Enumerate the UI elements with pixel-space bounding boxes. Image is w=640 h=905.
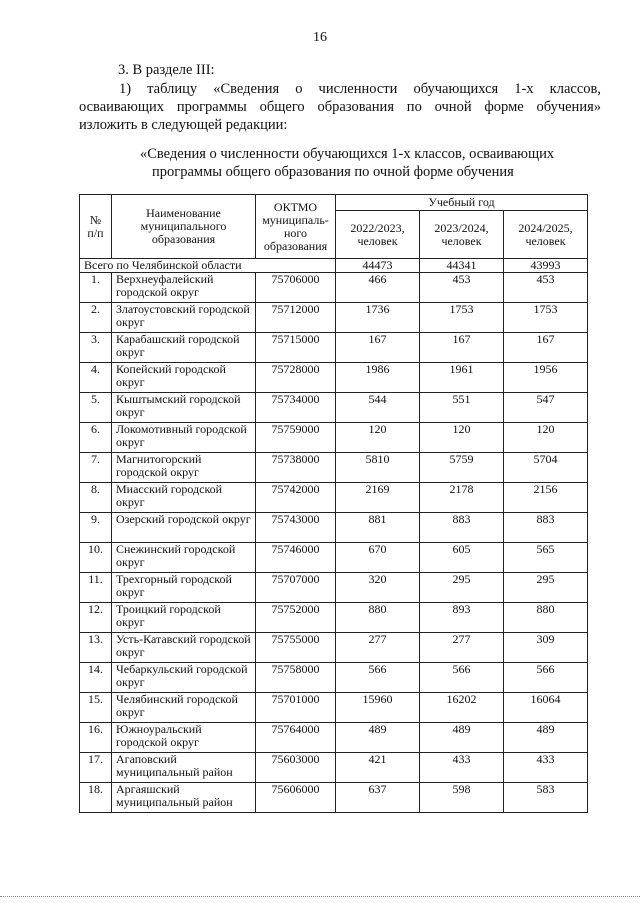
- row-number: 11.: [80, 573, 112, 603]
- year-value: 5759: [420, 453, 504, 483]
- year-value: 1961: [420, 363, 504, 393]
- header-num: № п/п: [80, 195, 112, 259]
- year-value: 120: [336, 423, 420, 453]
- oktmo-code: 75715000: [256, 333, 336, 363]
- row-number: 2.: [80, 303, 112, 333]
- total-value: 44341: [420, 259, 504, 273]
- oktmo-code: 75764000: [256, 723, 336, 753]
- oktmo-code: 75755000: [256, 633, 336, 663]
- row-number: 18.: [80, 783, 112, 813]
- row-number: 5.: [80, 393, 112, 423]
- total-label: Всего по Челябинской области: [80, 259, 336, 273]
- header-year: 2022/2023, человек: [336, 211, 420, 259]
- municipality-name: Снежинский городской округ: [112, 543, 256, 573]
- year-value: 1956: [504, 363, 588, 393]
- table-row: [80, 393, 588, 423]
- year-value: 167: [420, 333, 504, 363]
- row-number: 15.: [80, 693, 112, 723]
- year-value: 295: [420, 573, 504, 603]
- year-value: 453: [504, 273, 588, 303]
- oktmo-code: 75746000: [256, 543, 336, 573]
- year-value: 1753: [504, 303, 588, 333]
- table-row: [80, 753, 588, 783]
- row-number: 14.: [80, 663, 112, 693]
- oktmo-code: 75752000: [256, 603, 336, 633]
- year-value: 566: [420, 663, 504, 693]
- table-row: [80, 273, 588, 303]
- municipality-name: Троицкий городской округ: [112, 603, 256, 633]
- year-value: 544: [336, 393, 420, 423]
- page-bottom-rule: [0, 896, 640, 897]
- year-value: 5810: [336, 453, 420, 483]
- row-number: 10.: [80, 543, 112, 573]
- paragraph-line: 1) таблицу «Сведения о численности обучающихся 1-х классов,: [119, 81, 601, 97]
- year-value: 16202: [420, 693, 504, 723]
- year-value: 295: [504, 573, 588, 603]
- municipality-name: Усть-Катавский городской округ: [112, 633, 256, 663]
- year-value: 5704: [504, 453, 588, 483]
- paragraph-line: изложить в следующей редакции:: [79, 117, 288, 133]
- year-value: 1753: [420, 303, 504, 333]
- municipality-name: Южноуральский городской округ: [112, 723, 256, 753]
- table-caption: [140, 145, 600, 181]
- year-value: 277: [420, 633, 504, 663]
- oktmo-code: 75712000: [256, 303, 336, 333]
- year-value: 566: [336, 663, 420, 693]
- row-number: 16.: [80, 723, 112, 753]
- year-value: 167: [336, 333, 420, 363]
- year-value: 880: [504, 603, 588, 633]
- page-number: 16: [313, 30, 327, 45]
- year-value: 120: [504, 423, 588, 453]
- oktmo-code: 75606000: [256, 783, 336, 813]
- year-value: 466: [336, 273, 420, 303]
- row-number: 13.: [80, 633, 112, 663]
- year-value: 453: [420, 273, 504, 303]
- year-value: 566: [504, 663, 588, 693]
- section-heading: 3. В разделе III:: [118, 62, 215, 78]
- year-value: 489: [420, 723, 504, 753]
- year-value: 2178: [420, 483, 504, 513]
- table-row: [80, 573, 588, 603]
- municipality-name: Аргаяшский муниципальный район: [112, 783, 256, 813]
- header-year: 2023/2024, человек: [420, 211, 504, 259]
- year-value: 1736: [336, 303, 420, 333]
- year-value: 433: [504, 753, 588, 783]
- oktmo-code: 75734000: [256, 393, 336, 423]
- table-row: [80, 783, 588, 813]
- header-year-group: Учебный год: [336, 195, 588, 211]
- total-value: 44473: [336, 259, 420, 273]
- municipality-name: Агаповский муниципальный район: [112, 753, 256, 783]
- year-value: 551: [420, 393, 504, 423]
- year-value: 881: [336, 513, 420, 543]
- year-value: 565: [504, 543, 588, 573]
- year-value: 583: [504, 783, 588, 813]
- year-value: 880: [336, 603, 420, 633]
- row-number: 17.: [80, 753, 112, 783]
- oktmo-code: 75707000: [256, 573, 336, 603]
- amendment-paragraph: [79, 80, 601, 134]
- table-row: [80, 663, 588, 693]
- header-name: Наименование муниципального образования: [112, 195, 256, 259]
- table-row: [80, 633, 588, 663]
- total-value: 43993: [504, 259, 588, 273]
- year-value: 2156: [504, 483, 588, 513]
- total-row: [80, 259, 588, 273]
- table-row: [80, 303, 588, 333]
- oktmo-code: 75742000: [256, 483, 336, 513]
- municipality-name: Карабашский городской округ: [112, 333, 256, 363]
- oktmo-code: 75743000: [256, 513, 336, 543]
- oktmo-code: 75759000: [256, 423, 336, 453]
- row-number: 9.: [80, 513, 112, 543]
- municipality-name: Челябинский городской округ: [112, 693, 256, 723]
- table-row: [80, 363, 588, 393]
- table-row: [80, 333, 588, 363]
- year-value: 120: [420, 423, 504, 453]
- municipality-name: Локомотивный городской округ: [112, 423, 256, 453]
- year-value: 605: [420, 543, 504, 573]
- year-value: 670: [336, 543, 420, 573]
- table-row: [80, 423, 588, 453]
- table-row: [80, 693, 588, 723]
- municipality-name: Златоустовский городской округ: [112, 303, 256, 333]
- year-value: 598: [420, 783, 504, 813]
- oktmo-code: 75706000: [256, 273, 336, 303]
- oktmo-code: 75701000: [256, 693, 336, 723]
- year-value: 320: [336, 573, 420, 603]
- municipality-name: Миасский городской округ: [112, 483, 256, 513]
- year-value: 489: [336, 723, 420, 753]
- enrollment-table: [79, 194, 588, 813]
- year-value: 433: [420, 753, 504, 783]
- municipality-name: Чебаркульский городской округ: [112, 663, 256, 693]
- table-row: [80, 513, 588, 543]
- row-number: 3.: [80, 333, 112, 363]
- table-row: [80, 603, 588, 633]
- year-value: 637: [336, 783, 420, 813]
- municipality-name: Кыштымский городской округ: [112, 393, 256, 423]
- year-value: 277: [336, 633, 420, 663]
- header-oktmo: ОКТМО муниципаль- ного образования: [256, 195, 336, 259]
- year-value: 883: [504, 513, 588, 543]
- year-value: 2169: [336, 483, 420, 513]
- municipality-name: Озерский городской округ: [112, 513, 256, 543]
- year-value: 16064: [504, 693, 588, 723]
- oktmo-code: 75738000: [256, 453, 336, 483]
- row-number: 4.: [80, 363, 112, 393]
- oktmo-code: 75728000: [256, 363, 336, 393]
- caption-line: «Сведения о численности обучающихся 1-х классов, осваивающих: [140, 146, 555, 162]
- municipality-name: Трехгорный городской округ: [112, 573, 256, 603]
- row-number: 7.: [80, 453, 112, 483]
- row-number: 1.: [80, 273, 112, 303]
- year-value: 167: [504, 333, 588, 363]
- year-value: 489: [504, 723, 588, 753]
- oktmo-code: 75603000: [256, 753, 336, 783]
- year-value: 309: [504, 633, 588, 663]
- year-value: 421: [336, 753, 420, 783]
- municipality-name: Магнитогорский городской округ: [112, 453, 256, 483]
- municipality-name: Копейский городской округ: [112, 363, 256, 393]
- table-row: [80, 723, 588, 753]
- year-value: 883: [420, 513, 504, 543]
- oktmo-code: 75758000: [256, 663, 336, 693]
- row-number: 8.: [80, 483, 112, 513]
- header-year: 2024/2025, человек: [504, 211, 588, 259]
- caption-line: программы общего образования по очной форме обучения: [152, 164, 514, 180]
- year-value: 15960: [336, 693, 420, 723]
- row-number: 6.: [80, 423, 112, 453]
- table-row: [80, 483, 588, 513]
- year-value: 1986: [336, 363, 420, 393]
- table-row: [80, 543, 588, 573]
- table-row: [80, 453, 588, 483]
- paragraph-line: осваивающих программы общего образования по очной форме обучения»: [79, 99, 601, 115]
- year-value: 893: [420, 603, 504, 633]
- row-number: 12.: [80, 603, 112, 633]
- municipality-name: Верхнеуфалейский городской округ: [112, 273, 256, 303]
- year-value: 547: [504, 393, 588, 423]
